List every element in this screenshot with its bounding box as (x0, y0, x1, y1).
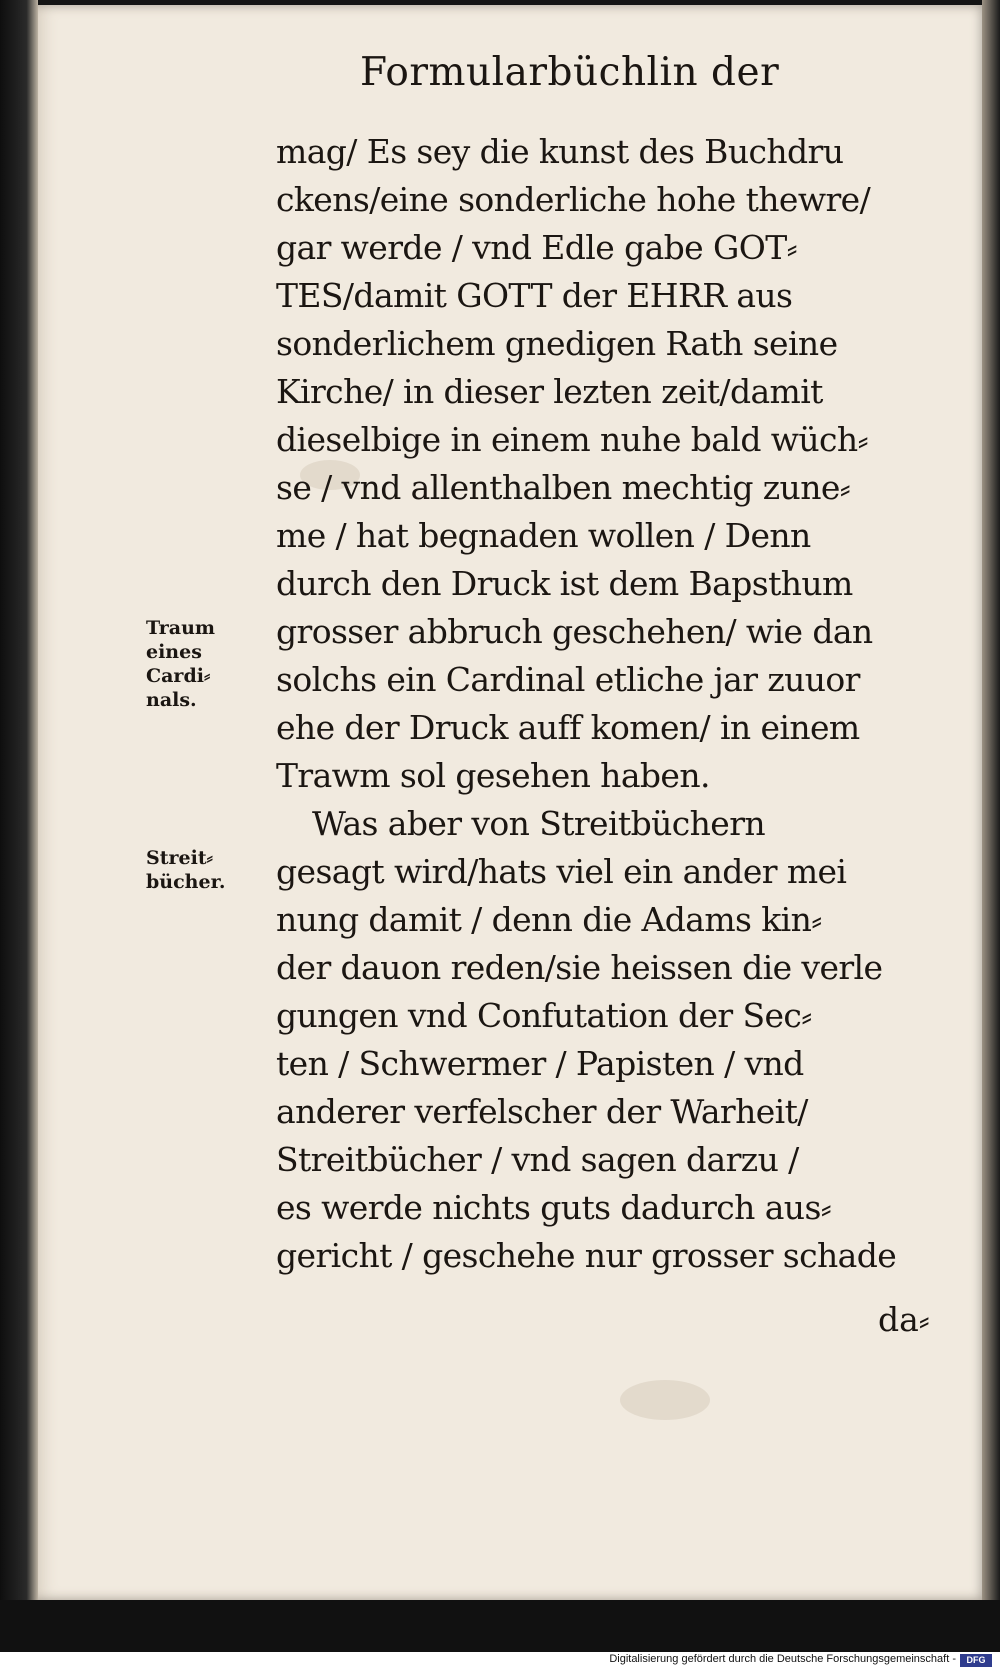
text-line: solchs ein Cardinal etliche jar zuuor (276, 660, 860, 699)
scan-bottom-band (0, 1600, 1000, 1652)
body-text (276, 128, 956, 1280)
text-line: ehe der Druck auff komen/ in einem (276, 708, 860, 747)
page-right-edge (982, 0, 1000, 1610)
text-line: Trawm sol gesehen haben. (276, 756, 710, 795)
paper-stain (620, 1380, 710, 1420)
text-line: Streitbücher / vnd sagen darzu / (276, 1140, 799, 1179)
text-line: Was aber von Streitbüchern (312, 804, 766, 843)
text-line: TES/damit GOTT der EHRR aus (276, 276, 793, 315)
text-line: durch den Druck ist dem Bapsthum (276, 564, 853, 603)
text-line: ckens/eine sonderliche hohe thewre/ (276, 180, 871, 219)
text-line: ten / Schwermer / Papisten / vnd (276, 1044, 804, 1083)
text-line: gar werde / vnd Edle gabe GOT⸗ (276, 228, 798, 267)
text-line: anderer verfelscher der Warheit/ (276, 1092, 808, 1131)
text-line: gesagt wird/hats viel ein ander mei (276, 852, 847, 891)
dfg-logo: DFG (960, 1654, 992, 1667)
running-head: Formularbüchlin der (360, 50, 780, 95)
text-line: es werde nichts guts dadurch aus⸗ (276, 1188, 832, 1227)
text-line: grosser abbruch geschehen/ wie dan (276, 612, 873, 651)
catchword: da⸗ (878, 1300, 930, 1339)
text-line: Kirche/ in dieser lezten zeit/damit (276, 372, 823, 411)
text-line: me / hat begnaden wollen / Denn (276, 516, 811, 555)
digitization-credit: Digitalisierung gefördert durch die Deutsche Forschungsgemeinschaft - (609, 1653, 956, 1665)
text-line: gericht / geschehe nur grosser schade (276, 1236, 897, 1275)
text-line: sonderlichem gnedigen Rath seine (276, 324, 838, 363)
text-line: der dauon reden/sie heissen die verle (276, 948, 883, 987)
text-line: se / vnd allenthalben mechtig zune⸗ (276, 468, 851, 507)
text-line: dieselbige in einem nuhe bald wüch⸗ (276, 420, 868, 459)
text-line: gungen vnd Confutation der Sec⸗ (276, 996, 812, 1035)
text-line: mag/ Es sey die kunst des Buchdru (276, 132, 844, 171)
text-line: nung damit / denn die Adams kin⸗ (276, 900, 822, 939)
margin-note-traum: Traum eines Cardi⸗ nals. (146, 617, 215, 711)
show-through-text (150, 148, 155, 170)
page-gutter-shadow (0, 0, 38, 1669)
margin-note-streitbuecher: Streit⸗ bücher. (146, 847, 226, 893)
